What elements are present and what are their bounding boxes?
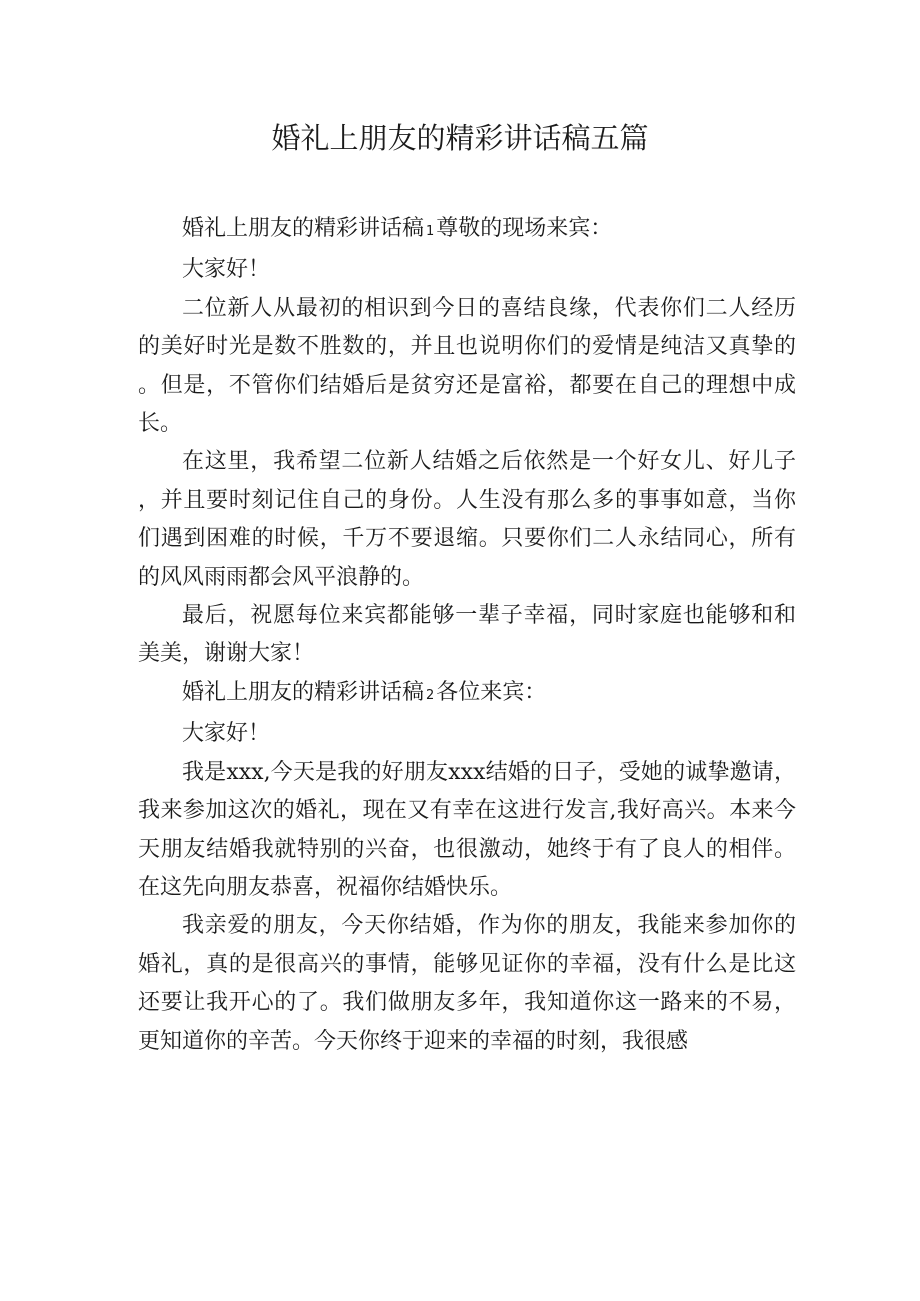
document-title: 婚礼上朋友的精彩讲话稿五篇	[271, 121, 649, 155]
speech-2-salutation: 各位来宾：	[436, 679, 547, 705]
speech-1-heading-text: 婚礼上朋友的精彩讲话稿	[182, 216, 425, 241]
speech-2-paragraph: 我是xxx,今天是我的好朋友xxx结婚的日子，受她的诚挚邀请，我来参加这次的婚礼，现在又有幸在这进行发言,我好高兴。本来今天朋友结婚我就特别的兴奋，也很激动，她终于有了良人的相伴。在这先向朋友恭喜，祝福你结婚快乐。	[138, 759, 796, 900]
speech-1-number: 1	[426, 224, 435, 239]
speech-2-number: 2	[426, 687, 435, 703]
speech-1-paragraph: 最后，祝愿每位来宾都能够一辈子幸福，同时家庭也能够和和美美，谢谢大家！	[138, 603, 796, 667]
speech-2-heading-text: 婚礼上朋友的精彩讲话稿	[182, 679, 425, 705]
speech-1-paragraph: 二位新人从最初的相识到今日的喜结良缘，代表你们二人经历的美好时光是数不胜数的，并且也说明你们的爱情是纯洁又真挚的。但是，不管你们结婚后是贫穷还是富裕，都要在自己的理想中成长。	[138, 295, 796, 437]
speech-2-heading	[138, 674, 796, 715]
speech-1-greeting: 大家好！	[182, 257, 271, 283]
speech-2-paragraph: 我亲爱的朋友，今天你结婚，作为你的朋友，我能来参加你的婚礼，真的是很高兴的事情，能够见证你的幸福，没有什么是比这还要让我开心的了。我们做朋友多年，我知道你这一路来的不易，更知道你的辛苦。今天你终于迎来的幸福的时刻，我很感	[138, 913, 796, 1054]
speech-1-salutation: 尊敬的现场来宾：	[436, 216, 613, 241]
document-body	[138, 210, 796, 1061]
speech-1-heading	[138, 210, 796, 251]
speech-2-greeting: 大家好！	[182, 721, 271, 747]
speech-1-paragraph: 在这里，我希望二位新人结婚之后依然是一个好女儿、好儿子，并且要时刻记住自己的身份。人生没有那么多的事事如意，当你们遇到困难的时候，千万不要退缩。只要你们二人永结同心，所有的风风雨雨都会风平浪静的。	[138, 449, 796, 590]
